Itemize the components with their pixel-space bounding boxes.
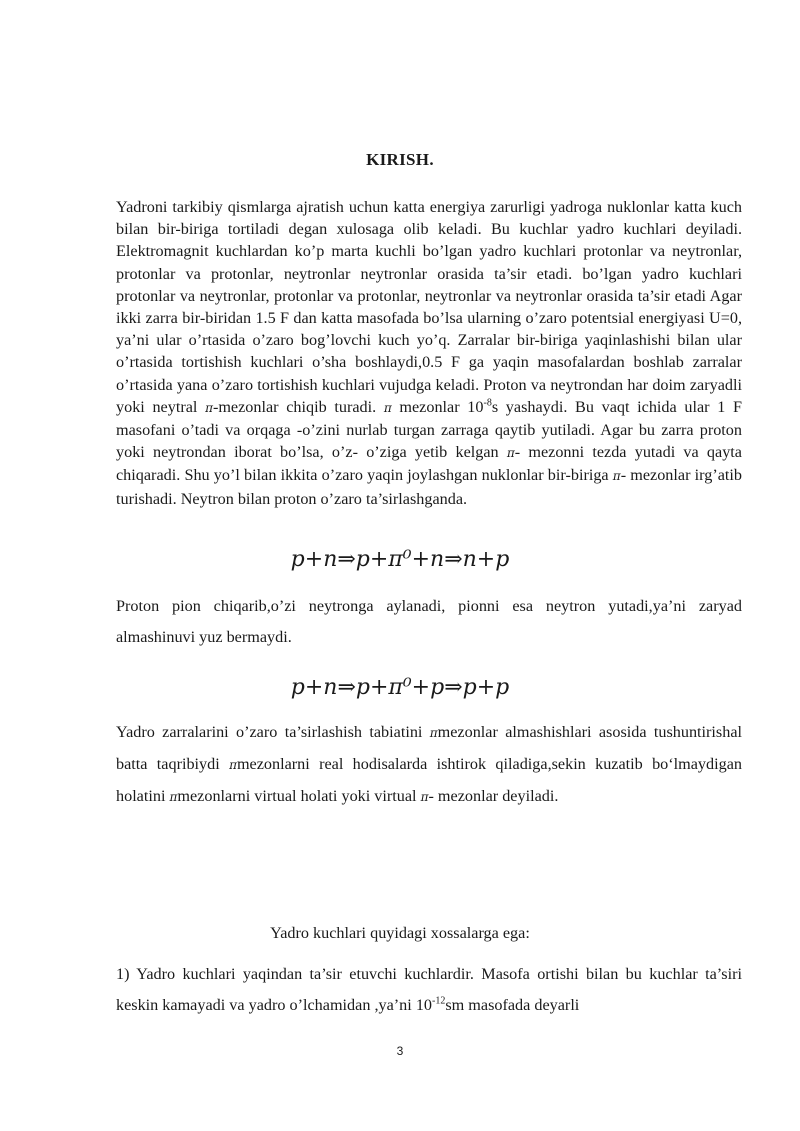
text-run: -mezonlar chiqib turadi.: [212, 397, 384, 416]
property-1-paragraph: [116, 959, 742, 1021]
pi-symbol: π: [169, 790, 178, 804]
reaction-formula-1: p+n⇒p+π⁰+n⇒n+p: [290, 547, 510, 572]
text-run: Yadro zarralarini o’zaro ta’sirlashish tabiatini: [116, 723, 430, 741]
text-run: mezonlarni virtual holati yoki virtual: [177, 787, 421, 805]
meson-exchange-paragraph: [116, 717, 742, 813]
reaction-formula-2: p+n⇒p+π⁰+p⇒p+p: [290, 675, 510, 700]
section-heading: Yadro kuchlari quyidagi xossalarga ega:: [270, 924, 530, 942]
pion-paragraph: Proton pion chiqarib,o’zi neytronga aylanadi, pionni esa neytron yutadi,ya’ni zaryad almashinuvi yuz bermaydi.: [116, 597, 742, 646]
pi-symbol: π: [383, 400, 392, 415]
text-run: - mezonlar deyiladi.: [428, 787, 559, 805]
text-run: sm masofada deyarli: [445, 996, 580, 1014]
pi-symbol: π: [612, 469, 621, 484]
exponent: -12: [432, 995, 446, 1007]
pi-symbol: π: [429, 726, 438, 740]
text-run: 1) Yadro kuchlari yaqindan ta’sir etuvchi kuchlardir. Masofa ortishi bilan bu kuchlar ta’siri keskin kamayadi va yadro o’lchamidan ,ya’ni 10: [116, 965, 742, 1014]
intro-paragraph: [116, 196, 742, 510]
text-run: mezonlar almashishlari asosida tushuntirishal batta taqribiydi: [116, 723, 742, 773]
text-run: mezonlarni real hodisalarda ishtirok qiladiga,sekin kuzatib bo‘lmaydigan holatini: [116, 755, 742, 805]
pi-symbol: π: [205, 400, 213, 415]
page-title: KIRISH.: [366, 150, 434, 169]
text-run: s yashaydi. Bu vaqt ichida ular 1 F masofani o’tadi va orqaga -o’zini nurlab turgan zarraga qaytib yutiladi. Agar bu zarra proton yoki neytrondan iborat bo’lsa, o’z- o’ziga yetib kelgan: [116, 397, 742, 462]
text-run: - mezonlar irg’atib turishadi. Neytron bilan proton o’zaro ta’sirlashganda.: [116, 466, 743, 508]
pi-symbol: π: [506, 446, 515, 461]
page-number: 3: [396, 1044, 404, 1058]
pi-symbol: π: [229, 758, 237, 772]
text-run: Yadroni tarkibiy qismlarga ajratish uchun katta energiya zarurligi yadroga nuklonlar katta kuch bilan bir-biriga tortiladi degan xulosaga olib keladi. Bu kuchlar yadro kuchlari deyiladi. Elektromagnit kuchlardan ko’p marta kuchli bo’lgan yadro kuchlari protonlar va neytronlar, protonlar va protonlar, neytronlar neytronlar orasida ta’sir etadi. bo’lgan yadro kuchlari protonlar va neytronlar, protonlar va protonlar, neytronlar va neytronlar orasida ta’sir etadi Agar ikki zarra bir-biridan 1.5 F dan katta masofada bo’lsa ularning o’zaro potentsial energiyasi U=0, ya’ni ular o’rtasida o’zaro bog’lovchi kuch yo’q. Zarralar bir-biriga yaqinlashishi bilan ular o’rtasida tortishish kuchlari o’sha boshlaydi,0.5 F ga yaqin masofalardan boshlab zarralar o’rtasida yana o’zaro tortishish kuchlari vujudga keladi. Proton va neytrondan har doim zaryadli yoki neytral: [116, 198, 742, 416]
text-run: - mezonni tezda yutadi va qayta chiqaradi. Shu yo’l bilan ikkita o’zaro yaqin joylashgan nuklonlar bir-biriga: [116, 443, 742, 485]
exponent: -8: [483, 397, 492, 409]
text-run: mezonlar 10: [391, 397, 484, 416]
pi-symbol: π: [420, 790, 429, 804]
